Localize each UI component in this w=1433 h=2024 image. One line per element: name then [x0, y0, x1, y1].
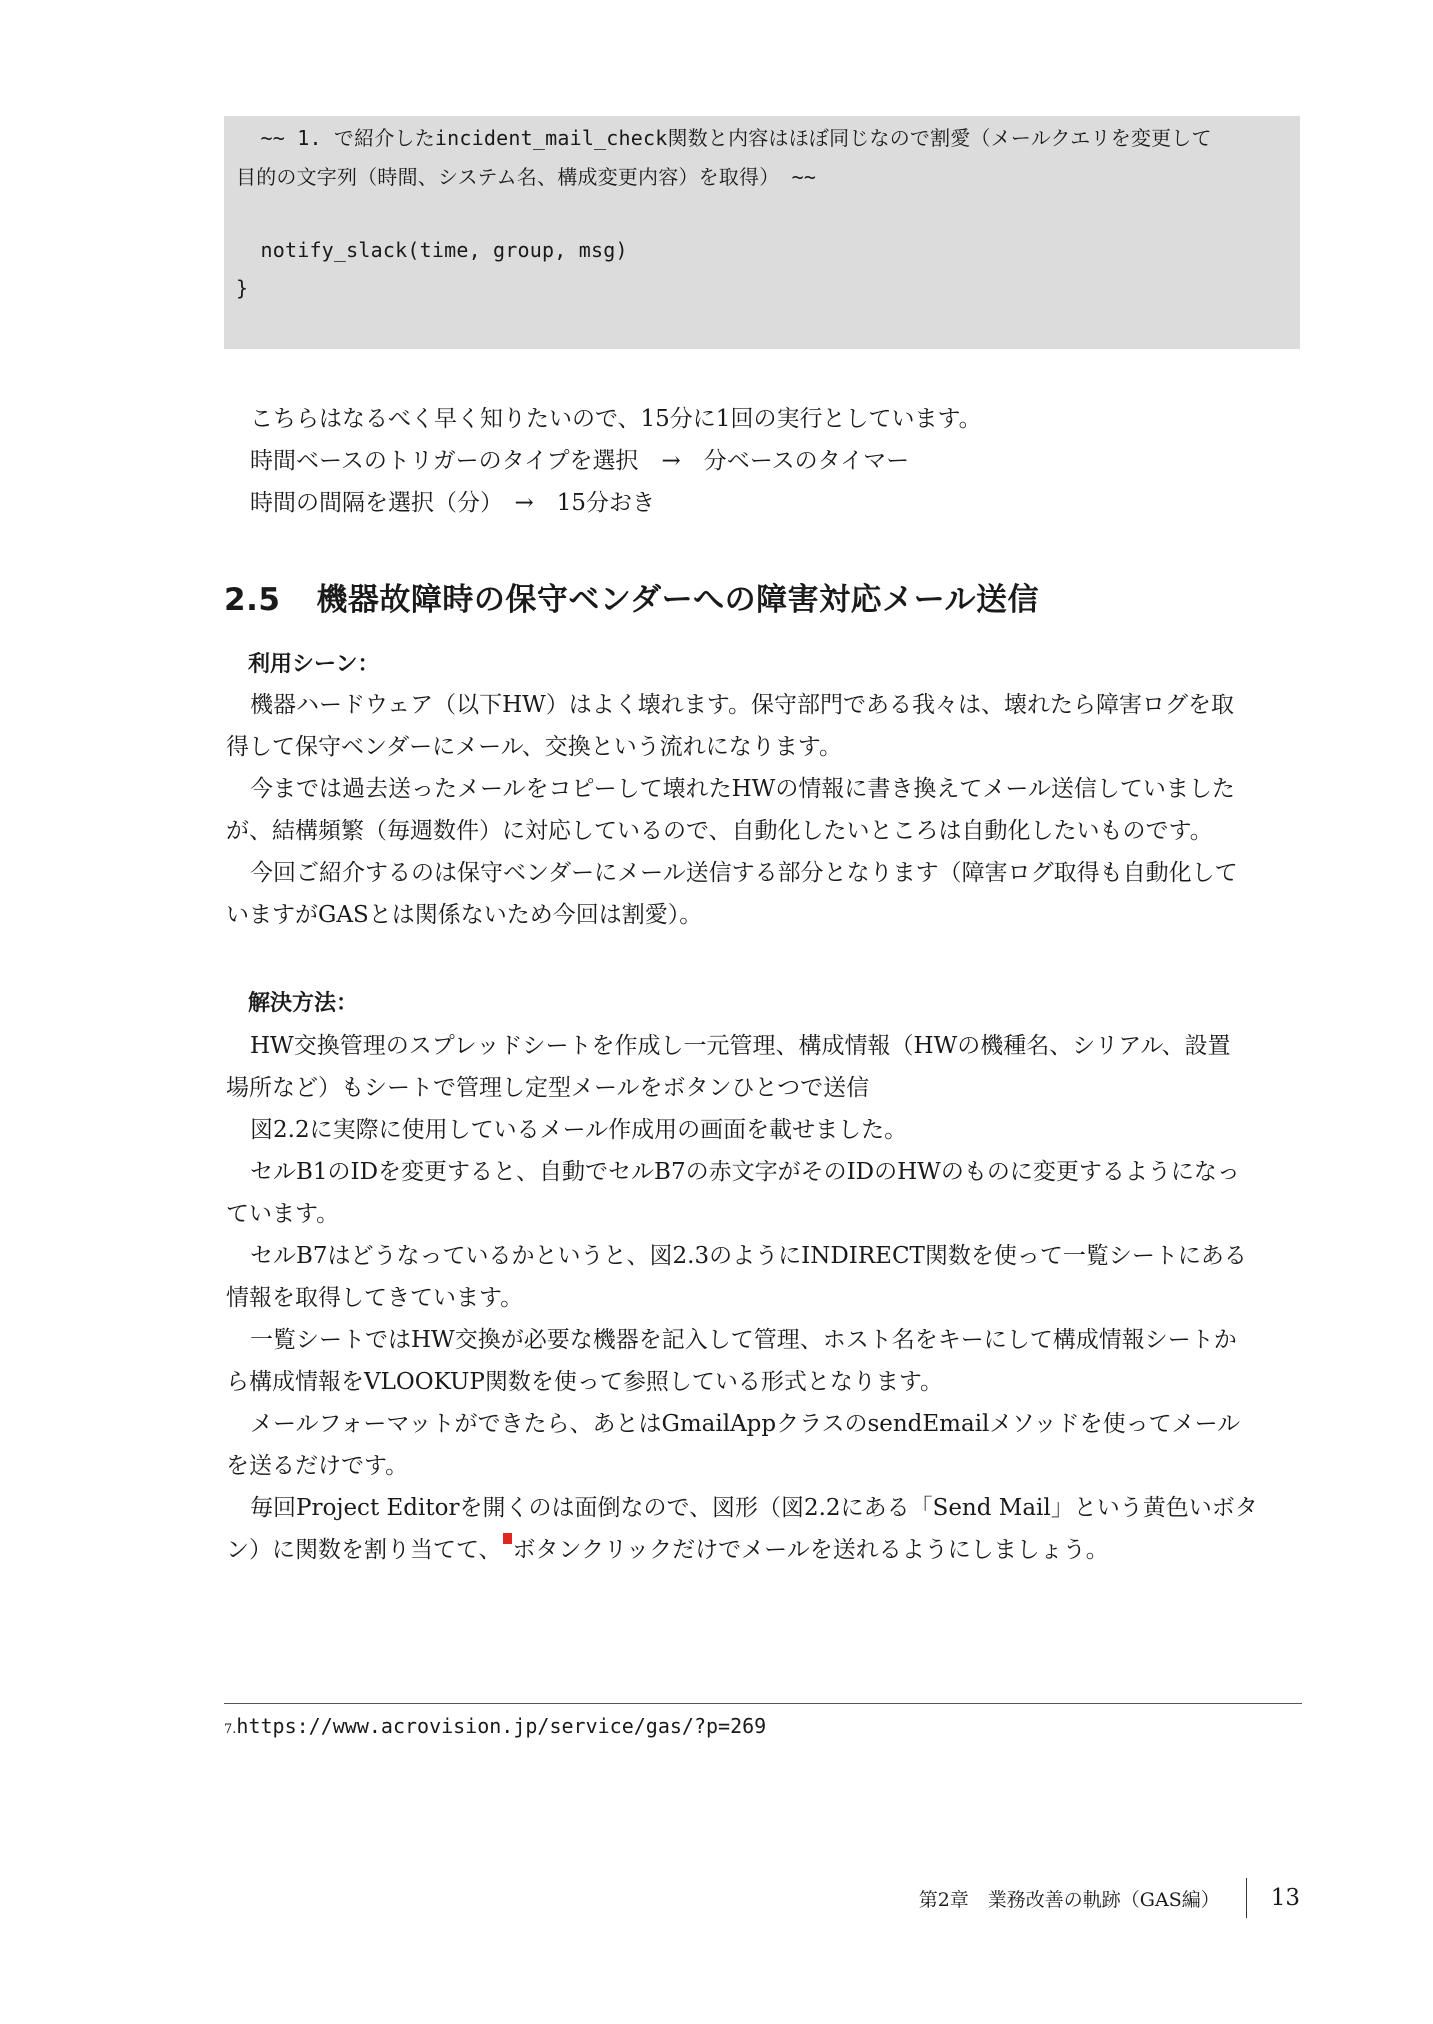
paragraph-line: 毎回Project Editorを開くのは面倒なので、図形（図2.2にある「Send Mail」という黄色いボタ — [250, 1495, 1258, 1521]
usage-label: 利用シーン： — [248, 652, 380, 677]
paragraph-line: いますがGASとは関係ないため今回は割愛）。 — [226, 902, 703, 928]
paragraph-line: セルB7はどうなっているかというと、図2.3のようにINDIRECT関数を使って一覧シートにある — [250, 1243, 1247, 1269]
paragraph-line: 得して保守ベンダーにメール、交換という流れになります。 — [226, 734, 842, 760]
paragraph-line: セルB1のIDを変更すると、自動でセルB7の赤文字がそのIDのHWのものに変更するようになっ — [250, 1159, 1240, 1185]
code-line: notify_slack(time, group, msg) — [236, 238, 628, 262]
paragraph-line: 今までは過去送ったメールをコピーして壊れたHWの情報に書き換えてメール送信していました — [250, 776, 1235, 802]
solution-label: 解決方法： — [248, 991, 359, 1016]
paragraph-line — [226, 1529, 1109, 1571]
paragraph-line: 時間の間隔を選択（分） → 15分おき — [250, 490, 656, 516]
paragraph-line: 図2.2に実際に使用しているメール作成用の画面を載せました。 — [250, 1117, 908, 1143]
page-number: 13 — [1270, 1885, 1300, 1911]
code-line: 目的の文字列（時間、システム名、構成変更内容）を取得） ~~ — [236, 165, 817, 189]
footnote — [224, 1714, 766, 1738]
paragraph-line: 情報を取得してきています。 — [226, 1285, 524, 1311]
paragraph-line: こちらはなるべく早く知りたいので、15分に1回の実行としています。 — [250, 406, 982, 432]
footnote-number: 7. — [224, 1722, 237, 1737]
paragraph-line: 時間ベースのトリガーのタイプを選択 → 分ベースのタイマー — [250, 448, 910, 474]
paragraph-line: 一覧シートではHW交換が必要な機器を記入して管理、ホスト名をキーにして構成情報シートか — [250, 1327, 1237, 1353]
paragraph-line: ら構成情報をVLOOKUP関数を使って参照している形式となります。 — [226, 1369, 943, 1395]
paragraph-line: が、結構頻繁（毎週数件）に対応しているので、自動化したいところは自動化したいものです。 — [226, 818, 1213, 844]
paragraph-text: ボタンクリックだけでメールを送れるようにしましょう。 — [512, 1537, 1109, 1563]
footnote-url[interactable]: https://www.acrovision.jp/service/gas/?p=269 — [236, 1714, 767, 1738]
footer-chapter: 第2章 業務改善の軌跡（GAS編） — [918, 1888, 1220, 1911]
paragraph-line: HW交換管理のスプレッドシートを作成し一元管理、構成情報（HWの機種名、シリアル、設置 — [250, 1033, 1231, 1059]
paragraph-text: ン）に関数を割り当てて、 — [226, 1537, 502, 1563]
paragraph-line: 場所など）もシートで管理し定型メールをボタンひとつで送信 — [226, 1075, 870, 1101]
code-line: } — [236, 276, 249, 300]
section-number: 2.5 — [224, 582, 281, 618]
page-footer — [919, 1880, 1300, 1916]
paragraph-line: ています。 — [226, 1201, 340, 1227]
section-title: 機器故障時の保守ベンダーへの障害対応メール送信 — [316, 582, 1040, 618]
paragraph-line: メールフォーマットができたら、あとはGmailAppクラスのsendEmailメソッドを使ってメール — [250, 1411, 1241, 1437]
footnote-divider — [224, 1703, 1302, 1704]
footnote-marker[interactable] — [503, 1533, 512, 1544]
paragraph-line: を送るだけです。 — [226, 1453, 409, 1479]
paragraph-line: 機器ハードウェア（以下HW）はよく壊れます。保守部門である我々は、壊れたら障害ログを取 — [250, 692, 1234, 718]
code-line: ~~ 1. で紹介したincident_mail_check関数と内容はほぼ同じなので割愛（メールクエリを変更して — [236, 126, 1212, 150]
paragraph-line: 今回ご紹介するのは保守ベンダーにメール送信する部分となります（障害ログ取得も自動化して — [250, 860, 1238, 886]
code-block — [224, 116, 1300, 349]
section-heading — [224, 574, 1039, 619]
footer-divider — [1246, 1878, 1247, 1918]
